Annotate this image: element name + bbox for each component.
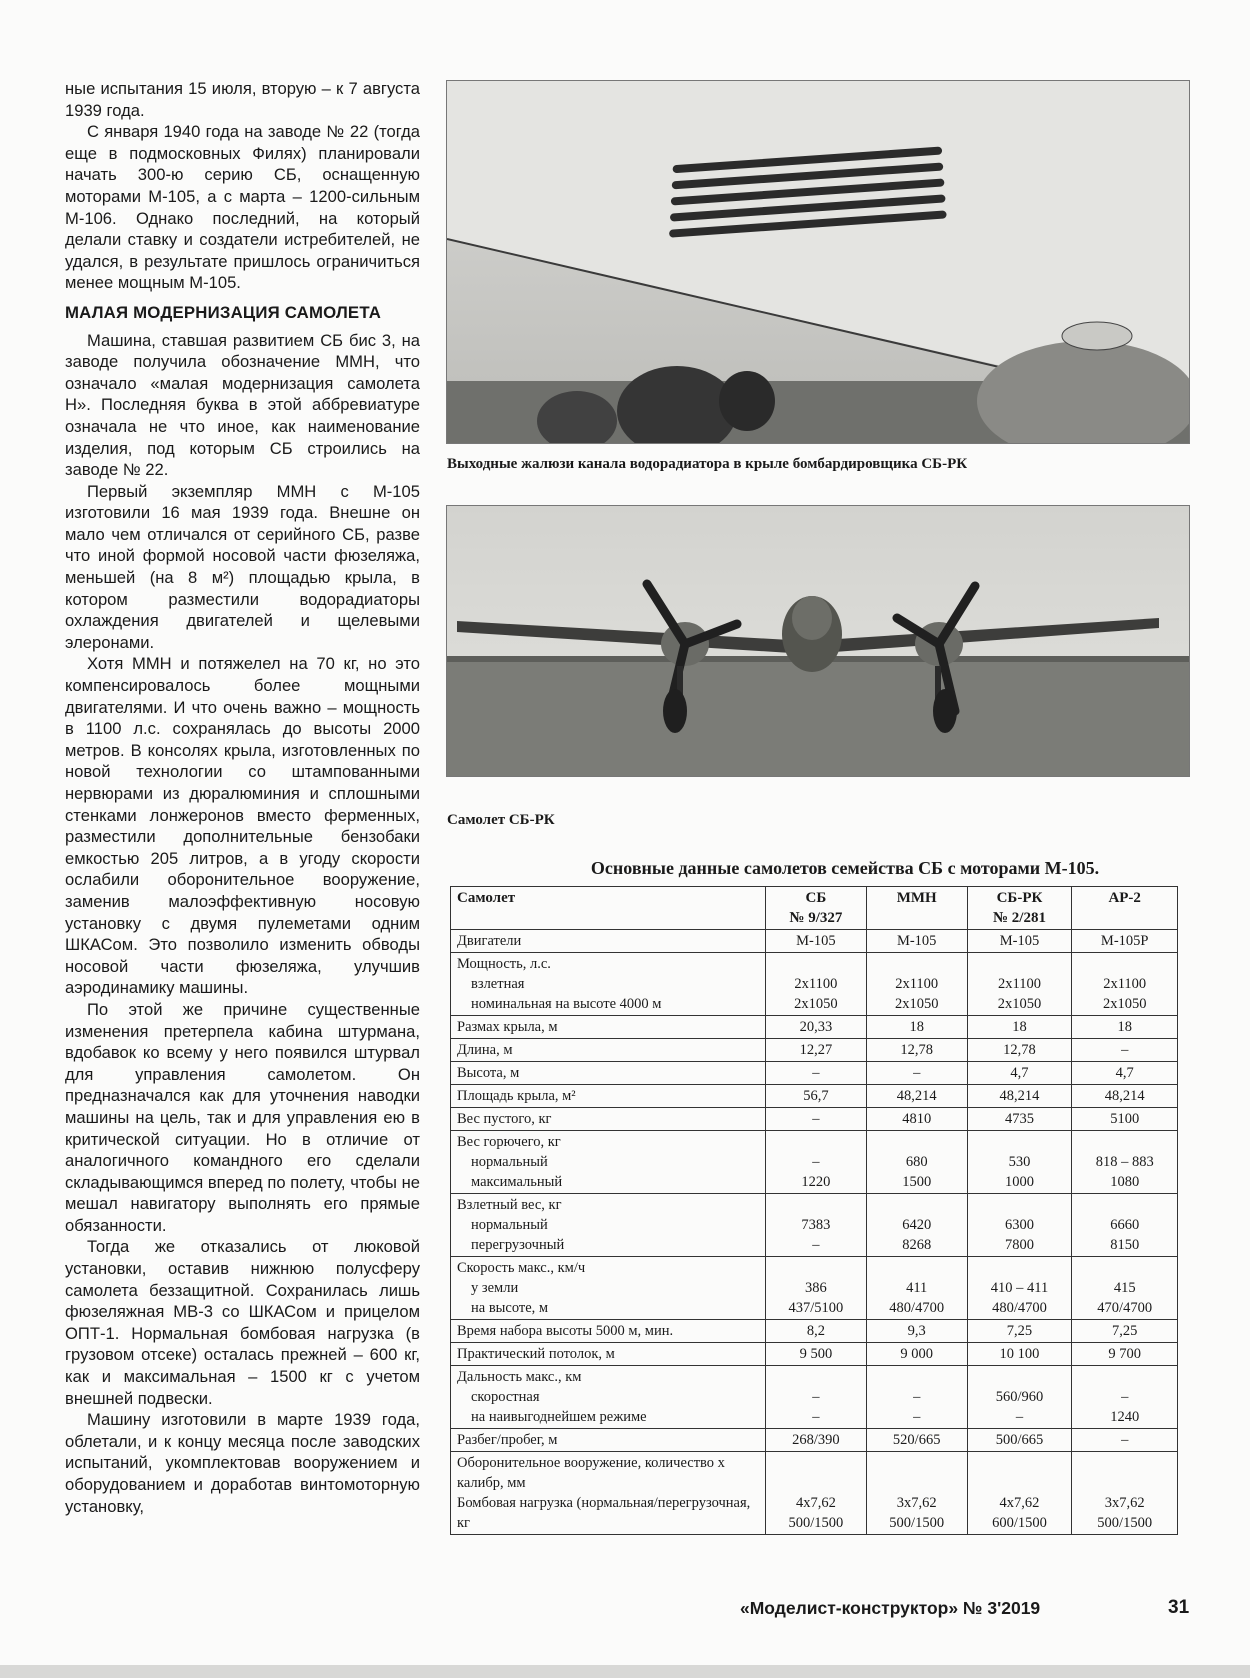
table-row: [451, 1016, 1178, 1039]
row-value: [766, 1320, 867, 1343]
row-value: [1072, 1343, 1178, 1366]
article-paragraph: По этой же причине существенные изменения претерпела кабина штурмана, вдобавок ко всему у него появился штурвал для управления самолетом. Он предназначался как для уточнения наводки машины на цель, так и для управления ею в критической ситуации. Но в отличие от аналогичного командного его сделали складывающимся вперед по полету, чтобы не мешал навигатору выполнять его прямые обязанности.: [65, 999, 420, 1235]
row-label-line: Длина, м: [457, 1042, 513, 1058]
row-label-line: Практический потолок, м: [457, 1346, 615, 1362]
cell-value: 2х1050: [794, 996, 838, 1012]
cell-value: 3х7,62: [896, 1495, 937, 1511]
row-value: [766, 1131, 867, 1194]
cell-value: 2х1100: [998, 976, 1041, 992]
cell-value: –: [1121, 1389, 1129, 1405]
middle-photo-caption: Самолет СБ-РК: [447, 812, 555, 828]
header-col: АР-2: [1072, 887, 1178, 930]
row-value: [866, 930, 967, 953]
cell-value: –: [812, 1065, 820, 1081]
cell-value: –: [812, 1111, 820, 1127]
cell-value: 20,33: [799, 1019, 833, 1035]
table-row: [451, 930, 1178, 953]
table-row: [451, 1320, 1178, 1343]
header-label: Самолет: [451, 887, 766, 930]
wing-radiator-photo: [446, 80, 1190, 444]
cell-value: –: [812, 1154, 820, 1170]
row-label-line: Дальность макс., км: [457, 1369, 582, 1385]
row-label-line: нормальный: [471, 1154, 548, 1170]
row-label: [451, 1062, 766, 1085]
cell-value: 560/960: [995, 1389, 1044, 1405]
article-paragraph: Первый экземпляр ММН с М-105 изготовили 16 мая 1939 года. Внешне он мало чем отличался от серийного СБ, разве что иной формой носовой части фюзеляжа, меньшей (на 8 м²) площадью крыла, в котором разместили водорадиаторы охлаждения двигателей и щелевыми элеронами.: [65, 481, 420, 652]
cell-value: –: [913, 1409, 921, 1425]
row-value: [967, 1320, 1072, 1343]
row-value: [1072, 930, 1178, 953]
article-paragraph: Машину изготовили в марте 1939 года, облетали, и к концу месяца после заводских испытаний, укомплектовав вооружением и оборудованием и доработав винтомоторную установку,: [65, 1410, 420, 1516]
row-label-line: Время набора высоты 5000 м, мин.: [457, 1323, 674, 1339]
cell-value: 1240: [1110, 1409, 1140, 1425]
table-row: [451, 1108, 1178, 1131]
table-header-row: [451, 887, 1178, 930]
table-row: [451, 1039, 1178, 1062]
cell-value: –: [812, 1237, 820, 1253]
cell-value: –: [1121, 1432, 1129, 1448]
row-value: [866, 1016, 967, 1039]
row-value: [766, 930, 867, 953]
cell-value: 386: [805, 1280, 827, 1296]
row-value: [967, 1085, 1072, 1108]
row-value: [967, 1452, 1072, 1535]
row-label: [451, 1131, 766, 1194]
table-title: Основные данные самолетов семейства СБ с моторами М-105.: [590, 858, 1100, 878]
row-value: [866, 1452, 967, 1535]
row-label: [451, 1085, 766, 1108]
cell-value: –: [1015, 1409, 1024, 1425]
row-label-line: Вес пустого, кг: [457, 1111, 552, 1127]
cell-value: 4,7: [1115, 1065, 1134, 1081]
sb-rk-aircraft-illustration: [447, 506, 1189, 776]
row-label-line: номинальная на высоте 4000 м: [471, 996, 662, 1012]
cell-value: 18: [1117, 1019, 1132, 1035]
table-row: [451, 1085, 1178, 1108]
row-label: [451, 1108, 766, 1131]
row-value: [967, 930, 1072, 953]
cell-value: –: [1121, 1042, 1129, 1058]
row-value: [967, 1194, 1072, 1257]
cell-value: 680: [905, 1154, 928, 1170]
cell-value: 6300: [1004, 1217, 1034, 1233]
row-value: [866, 1108, 967, 1131]
cell-value: 9 700: [1108, 1346, 1141, 1362]
row-label: [451, 1366, 766, 1429]
row-value: [866, 1062, 967, 1085]
cell-value: 1500: [902, 1174, 932, 1190]
row-value: [866, 1257, 967, 1320]
cell-value: –: [812, 1389, 820, 1405]
table-row: [451, 1194, 1178, 1257]
row-value: [1072, 1039, 1178, 1062]
row-label-line: на высоте, м: [471, 1300, 549, 1316]
row-value: [866, 1039, 967, 1062]
row-label: [451, 1016, 766, 1039]
row-label: [451, 1343, 766, 1366]
cell-value: 9 000: [900, 1346, 933, 1362]
cell-value: 410 – 411: [990, 1280, 1049, 1296]
wing-radiator-illustration: [447, 81, 1189, 443]
row-value: [967, 1366, 1072, 1429]
cell-value: 415: [1113, 1280, 1136, 1296]
row-value: [766, 1062, 867, 1085]
row-value: [967, 1131, 1072, 1194]
cell-value: 18: [909, 1019, 924, 1035]
row-value: [1072, 1131, 1178, 1194]
row-value: [866, 1194, 967, 1257]
row-value: [766, 1085, 867, 1108]
row-value: [866, 1131, 967, 1194]
cell-value: М-105: [796, 933, 836, 949]
row-value: [1072, 1452, 1178, 1535]
cell-value: 2х1100: [1103, 976, 1147, 992]
row-value: [866, 1343, 967, 1366]
cell-value: 437/5100: [788, 1300, 844, 1316]
row-value: [967, 1016, 1072, 1039]
cell-value: 480/4700: [992, 1300, 1047, 1316]
row-label: [451, 1452, 766, 1535]
row-value: [1072, 1366, 1178, 1429]
row-label-line: перегрузочный: [471, 1237, 565, 1253]
row-label: [451, 1429, 766, 1452]
cell-value: 7383: [801, 1217, 831, 1233]
header-col: СБ-РК № 2/281: [967, 887, 1072, 930]
row-label: [451, 953, 766, 1016]
row-label-line: Высота, м: [457, 1065, 520, 1081]
row-label-line: на наивыгоднейшем режиме: [471, 1409, 647, 1425]
top-photo-caption: Выходные жалюзи канала водорадиатора в крыле бомбардировщика СБ-РК: [447, 456, 968, 472]
cell-value: 8150: [1110, 1237, 1140, 1253]
row-value: [1072, 1194, 1178, 1257]
row-value: [967, 1108, 1072, 1131]
cell-value: 4735: [1004, 1111, 1034, 1127]
cell-value: 1080: [1110, 1174, 1140, 1190]
row-value: [866, 953, 967, 1016]
cell-value: 2х1050: [1102, 996, 1147, 1012]
table-row: [451, 1343, 1178, 1366]
cell-value: 1220: [801, 1174, 831, 1190]
row-value: [866, 1085, 967, 1108]
row-value: [766, 1108, 867, 1131]
cell-value: 480/4700: [889, 1300, 945, 1316]
row-value: [967, 953, 1072, 1016]
header-col: ММН: [866, 887, 967, 930]
cell-value: 4х7,62: [795, 1495, 836, 1511]
cell-value: М-105: [999, 933, 1040, 949]
row-value: [1072, 1085, 1178, 1108]
cell-value: 8268: [902, 1237, 932, 1253]
row-value: [1072, 1108, 1178, 1131]
row-label-line: Взлетный вес, кг: [457, 1197, 562, 1213]
cell-value: 7,25: [1006, 1323, 1033, 1339]
table-row: [451, 1257, 1178, 1320]
row-value: [967, 1039, 1072, 1062]
cell-value: 500/665: [995, 1432, 1044, 1448]
row-value: [967, 1429, 1072, 1452]
cell-value: 2х1100: [895, 976, 939, 992]
cell-value: 8,2: [806, 1323, 825, 1339]
cell-value: 7,25: [1112, 1323, 1138, 1339]
table-row: [451, 1366, 1178, 1429]
row-value: [1072, 1062, 1178, 1085]
row-label-line: Двигатели: [457, 933, 522, 949]
row-value: [766, 1366, 867, 1429]
magazine-footer: «Моделист-конструктор» № 3'2019: [740, 1598, 1041, 1618]
row-label-line: Бомбовая нагрузка (нормальная/перегрузочная, кг: [457, 1495, 751, 1531]
cell-value: 10 100: [999, 1346, 1040, 1362]
row-label-line: нормальный: [471, 1217, 548, 1233]
row-value: [866, 1320, 967, 1343]
cell-value: М-105: [896, 933, 937, 949]
cell-value: 268/390: [792, 1432, 840, 1448]
row-value: [766, 1343, 867, 1366]
cell-value: 470/4700: [1097, 1300, 1153, 1316]
row-label: [451, 930, 766, 953]
row-value: [766, 1016, 867, 1039]
cell-value: 18: [1012, 1019, 1027, 1035]
row-label: [451, 1257, 766, 1320]
sb-rk-aircraft-photo: [446, 505, 1190, 777]
cell-value: 2х1100: [794, 976, 838, 992]
cell-value: 500/1500: [788, 1515, 844, 1531]
row-value: [866, 1429, 967, 1452]
scan-edge: [0, 1665, 1250, 1678]
article-text-column: [65, 78, 420, 1517]
cell-value: 12,27: [799, 1042, 833, 1058]
cell-value: 500/1500: [1097, 1515, 1153, 1531]
cell-value: –: [913, 1389, 921, 1405]
table-row: [451, 953, 1178, 1016]
article-paragraph: Тогда же отказались от люковой установки, оставив нижнюю полусферу самолета беззащитной. Сохранилась лишь фюзеляжная МВ-3 со ШКАСом и прицелом ОПТ-1. Нормальная бомбовая нагрузка (в грузовом отсеке) осталась прежней – 600 кг, как и максимальная – 1500 кг с учетом внешней подвески.: [65, 1237, 420, 1408]
cell-value: 2х1050: [997, 996, 1042, 1012]
row-label-line: скоростная: [471, 1389, 540, 1405]
row-value: [967, 1257, 1072, 1320]
row-label-line: Вес горючего, кг: [457, 1134, 561, 1150]
row-value: [967, 1343, 1072, 1366]
cell-value: 2х1050: [894, 996, 939, 1012]
row-label-line: максимальный: [471, 1174, 563, 1190]
row-label-line: у земли: [471, 1280, 519, 1296]
cell-value: 12,78: [900, 1042, 933, 1058]
row-value: [766, 1194, 867, 1257]
cell-value: 56,7: [803, 1088, 829, 1104]
cell-value: –: [913, 1065, 921, 1081]
cell-value: 48,214: [1104, 1088, 1145, 1104]
row-value: [1072, 953, 1178, 1016]
cell-value: 48,214: [999, 1088, 1040, 1104]
cell-value: 6660: [1110, 1217, 1140, 1233]
row-value: [1072, 1257, 1178, 1320]
row-value: [866, 1366, 967, 1429]
cell-value: 1000: [1004, 1174, 1034, 1190]
aircraft-specs-table: [450, 886, 1178, 1535]
cell-value: 3х7,62: [1104, 1495, 1145, 1511]
cell-value: 530: [1008, 1154, 1031, 1170]
row-label-line: Оборонительное вооружение, количество х калибр, мм: [457, 1455, 725, 1491]
row-value: [1072, 1320, 1178, 1343]
cell-value: 520/665: [892, 1432, 941, 1448]
cell-value: М-105Р: [1100, 933, 1149, 949]
cell-value: 4810: [902, 1111, 932, 1127]
row-value: [766, 1257, 867, 1320]
row-value: [766, 1452, 867, 1535]
row-label-line: взлетная: [471, 976, 525, 992]
row-label-line: Скорость макс., км/ч: [457, 1260, 586, 1276]
cell-value: 500/1500: [889, 1515, 945, 1531]
table-row: [451, 1062, 1178, 1085]
table-row: [451, 1452, 1178, 1535]
row-value: [1072, 1016, 1178, 1039]
article-paragraph: Хотя ММН и потяжелел на 70 кг, но это компенсировалось более мощными двигателями. И что очень важно – мощность в 1100 л.с. сохранялась до высоты 2000 метров. В консолях крыла, изготовленных по новой технологии со штампованными нервюрами из дюралюминия и сплошными стенками лонжеронов вместо ферменных, разместили дополнительные бензобаки емкостью 205 литров, а в угоду скорости ослабили оборонительное вооружение, заменив малоэффективную носовую установку с двумя пулеметами одним ШКАСом. Это позволило изменить обводы носовой части фюзеляжа, улучшив аэродинамику машины.: [65, 654, 420, 998]
cell-value: 12,78: [1003, 1042, 1036, 1058]
page-number: 31: [1168, 1597, 1190, 1618]
row-label: [451, 1320, 766, 1343]
row-label: [451, 1039, 766, 1062]
cell-value: 818 – 883: [1095, 1154, 1154, 1170]
cell-value: 9 500: [799, 1346, 833, 1362]
table-row: [451, 1429, 1178, 1452]
article-paragraph: Машина, ставшая развитием СБ бис 3, на заводе получила обозначение ММН, что означало «малая модернизация самолета Н». Последняя буква в этой аббревиатуре означала не что иное, как наименование изделия, под которым СБ строились на заводе № 22.: [65, 330, 420, 480]
cell-value: 411: [906, 1280, 928, 1296]
article-paragraph: ные испытания 15 июля, вторую – к 7 августа 1939 года.: [65, 79, 420, 120]
row-label: [451, 1194, 766, 1257]
row-value: [766, 953, 867, 1016]
cell-value: 4,7: [1010, 1065, 1029, 1081]
cell-value: –: [812, 1409, 820, 1425]
row-value: [766, 1429, 867, 1452]
row-label-line: Площадь крыла, м²: [457, 1088, 576, 1104]
row-value: [766, 1039, 867, 1062]
cell-value: 5100: [1110, 1111, 1140, 1127]
cell-value: 6420: [902, 1217, 932, 1233]
header-col: СБ № 9/327: [766, 887, 867, 930]
cell-value: 4х7,62: [999, 1495, 1040, 1511]
cell-value: 9,3: [907, 1323, 926, 1339]
cell-value: 600/1500: [992, 1515, 1047, 1531]
row-label-line: Мощность, л.с.: [457, 956, 551, 972]
cell-value: 7800: [1004, 1237, 1034, 1253]
article-paragraph: С января 1940 года на заводе № 22 (тогда еще в подмосковных Филях) планировали начать 300-ю серию СБ, оснащенную моторами М-105, а с марта – 1200-сильным М-106. Однако последний, на который делали ставку и создатели истребителей, не удался, в результате пришлось ограничиться менее мощным М-105.: [65, 122, 420, 293]
row-label-line: Разбег/пробег, м: [457, 1432, 558, 1448]
row-label-line: Размах крыла, м: [457, 1019, 558, 1035]
row-value: [967, 1062, 1072, 1085]
table-row: [451, 1131, 1178, 1194]
row-value: [1072, 1429, 1178, 1452]
cell-value: 48,214: [896, 1088, 937, 1104]
section-heading: МАЛАЯ МОДЕРНИЗАЦИЯ САМОЛЕТА: [65, 302, 382, 322]
